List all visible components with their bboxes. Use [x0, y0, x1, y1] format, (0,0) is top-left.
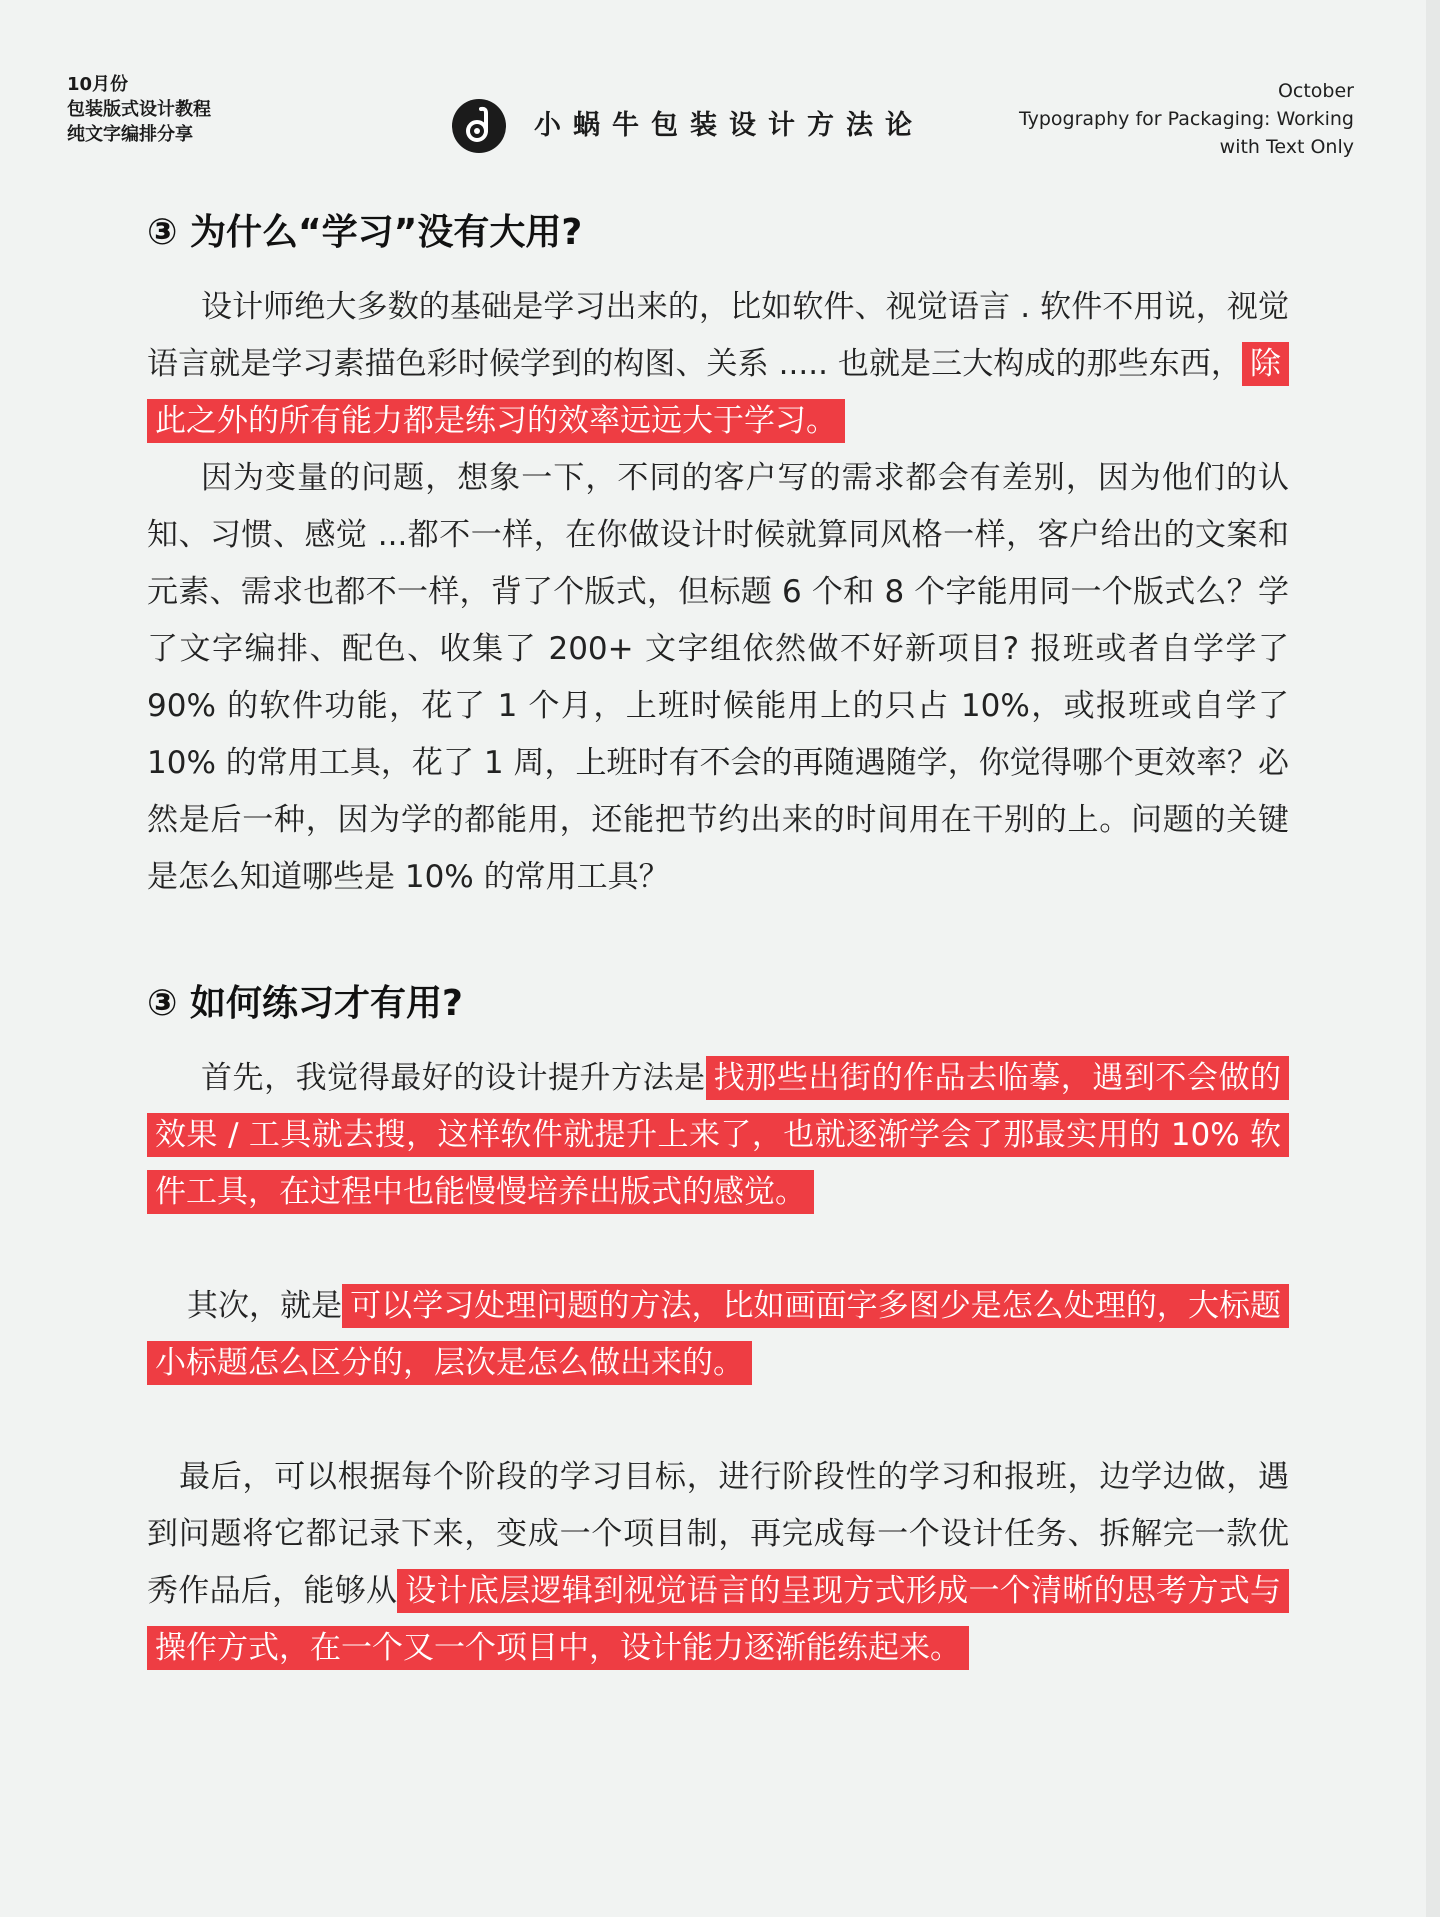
- section2-paragraph1: [147, 1050, 1289, 1221]
- section2-paragraph2-highlight: 可以学习处理问题的方法，比如画面字多图少是怎么处理的，大标题小标题怎么区分的，层次是怎么做出来的。: [147, 1284, 1289, 1385]
- section2-paragraph3-text: 最后，可以根据每个阶段的学习目标，进行阶段性的学习和报班，边学边做，遇到问题将它都记录下来，变成一个项目制，再完成每一个设计任务、拆解完一款优秀作品后，能够从: [147, 1459, 1289, 1609]
- section2-paragraph3: [147, 1449, 1289, 1677]
- section2-paragraph3-highlight: 设计底层逻辑到视觉语言的呈现方式形成一个清晰的思考方式与操作方式，在一个又一个项目中，设计能力逐渐能练起来。: [147, 1569, 1289, 1670]
- header-month-en: October: [1277, 80, 1354, 102]
- section2-paragraph1-text: 首先，我觉得最好的设计提升方法是: [201, 1060, 706, 1096]
- header-date-block: [67, 72, 211, 147]
- header-title-en-line1: Typography for Packaging: Working: [1018, 108, 1354, 130]
- section1-heading: ③ 为什么“学习”没有大用?: [147, 212, 583, 253]
- section1-paragraph1: [147, 279, 1289, 450]
- header-title-en-line2: with Text Only: [1219, 136, 1354, 158]
- snail-logo-icon: [452, 99, 506, 153]
- brand-name: 小蜗牛包装设计方法论: [534, 110, 924, 141]
- section1-paragraph1-text: 设计师绝大多数的基础是学习出来的，比如软件、视觉语言 . 软件不用说，视觉语言就是学习素描色彩时候学到的构图、关系 ..... 也就是三大构成的那些东西，: [147, 289, 1289, 382]
- header-course-subtitle: 纯文字编排分享: [67, 124, 193, 145]
- header-month: 10月份: [67, 74, 129, 95]
- article-body: [147, 208, 1289, 1677]
- section1-paragraph1-highlight: 除此之外的所有能力都是练习的效率远远大于学习。: [147, 342, 1289, 443]
- section2-paragraph2-text: 其次，就是: [187, 1288, 343, 1324]
- section2-paragraph2: [147, 1278, 1289, 1392]
- section2-paragraph1-highlight: 找那些出街的作品去临摹，遇到不会做的效果 / 工具就去搜，这样软件就提升上来了，也就逐渐学会了那最实用的 10% 软件工具，在过程中也能慢慢培养出版式的感觉。: [147, 1056, 1289, 1214]
- header-course-title: 包装版式设计教程: [67, 99, 211, 120]
- page-edge-strip: [1426, 0, 1440, 1917]
- section1-paragraph2: 因为变量的问题，想象一下，不同的客户写的需求都会有差别，因为他们的认知、习惯、感觉 ...都不一样，在你做设计时候就算同风格一样，客户给出的文案和元素、需求也都不一样，背了个版式，但标题 6 个和 8 个字能用同一个版式么？学了文字编排、配色、收集了 200+ 文字组依然做不好新项目? 报班或者自学学了 90% 的软件功能，花了 1 个月，上班时候能用上的只占 10%，或报班或自学了 10% 的常用工具，花了 1 周，上班时有不会的再随遇随学，你觉得哪个更效率？必然是后一种，因为学的都能用，还能把节约出来的时间用在干别的上。问题的关键是怎么知道哪些是 10% 的常用工具？: [147, 460, 1289, 895]
- header-english-block: [1019, 77, 1354, 161]
- section2-heading: ③ 如何练习才有用?: [147, 983, 463, 1024]
